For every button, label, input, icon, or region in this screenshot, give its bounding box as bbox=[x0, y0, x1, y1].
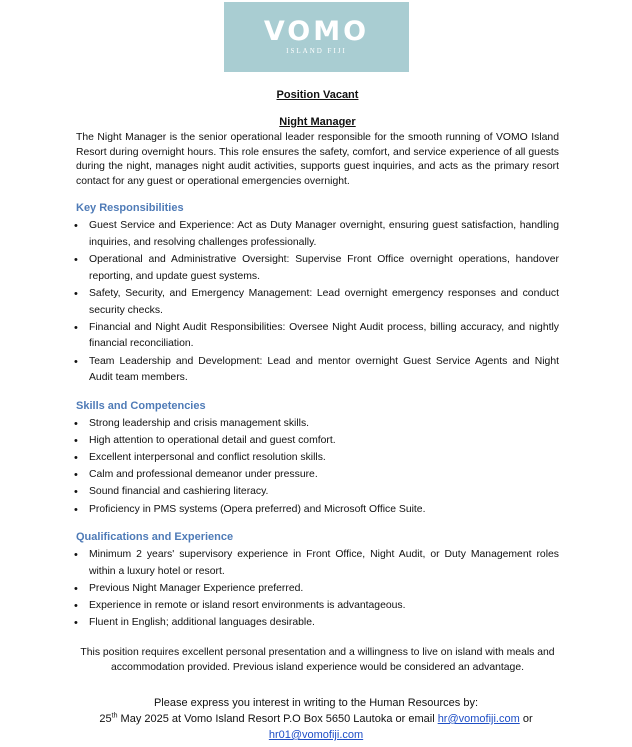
skills-heading: Skills and Competencies bbox=[76, 399, 206, 412]
list-item: • Experience in remote or island resort environments is advantageous. bbox=[76, 598, 559, 615]
list-item: • Proficiency in PMS systems (Opera preferred) and Microsoft Office Suite. bbox=[76, 502, 559, 519]
list-item: • Guest Service and Experience: Act as Duty Manager overnight, ensuring guest satisfaction, handling inquiries, and resolving challenges professionally. bbox=[76, 218, 559, 251]
hr01-email-link[interactable]: hr01@vomofiji.com bbox=[268, 729, 364, 741]
intro-paragraph: The Night Manager is the senior operational leader responsible for the smooth running of VOMO Island Resort during overnight hours. This role ensures the safety, comfort, and service experience of all guests during the night, manages night audit activities, supports guest inquiries, and acts as the primary resort contact for any guest or operational emergencies overnight. bbox=[76, 132, 559, 187]
list-item: • High attention to operational detail and guest comfort. bbox=[76, 433, 559, 450]
qualifications-list bbox=[76, 547, 559, 632]
responsibilities-heading: Key Responsibilities bbox=[76, 202, 184, 215]
list-item: • Safety, Security, and Emergency Management: Lead overnight emergency responses and conduct security checks. bbox=[76, 286, 559, 319]
application-instructions bbox=[60, 695, 572, 743]
job-advert bbox=[76, 88, 559, 675]
apply-line-3 bbox=[60, 727, 572, 743]
qualifications-heading: Qualifications and Experience bbox=[76, 531, 234, 544]
list-item: • Sound financial and cashiering literacy. bbox=[76, 484, 559, 501]
list-item: • Fluent in English; additional languages desirable. bbox=[76, 615, 559, 632]
closing-paragraph: This position requires excellent personal presentation and a willingness to live on island with meals and accommodation provided. Previous island experience would be considered an advantage. bbox=[80, 646, 555, 673]
apply-address-text: May 2025 at Vomo Island Resort P.O Box 5650 Lautoka or email bbox=[117, 713, 438, 725]
apply-line-2 bbox=[60, 711, 572, 727]
list-item: • Strong leadership and crisis management skills. bbox=[76, 416, 559, 433]
list-item: • Previous Night Manager Experience preferred. bbox=[76, 581, 559, 598]
skills-list bbox=[76, 416, 559, 519]
job-title: Night Manager bbox=[279, 116, 356, 128]
deadline-day: 25 bbox=[99, 713, 112, 725]
position-vacant-label: Position Vacant bbox=[276, 89, 359, 101]
deadline-day-suffix: th bbox=[111, 712, 118, 720]
logo-wordmark: VOMO bbox=[263, 16, 370, 47]
responsibilities-list bbox=[76, 218, 559, 386]
list-item: • Calm and professional demeanor under pressure. bbox=[76, 467, 559, 484]
list-item: • Team Leadership and Development: Lead and mentor overnight Guest Service Agents and Night Audit team members. bbox=[76, 354, 559, 387]
list-item: • Excellent interpersonal and conflict resolution skills. bbox=[76, 450, 559, 467]
hr-email-link[interactable]: hr@vomofiji.com bbox=[437, 713, 520, 725]
logo-subtitle: ISLAND FIJI bbox=[286, 47, 347, 55]
list-item: • Financial and Night Audit Responsibilities: Oversee Night Audit process, billing accuracy, and nightly financial reconciliation. bbox=[76, 320, 559, 353]
vomo-logo bbox=[224, 2, 409, 72]
list-item: • Minimum 2 years' supervisory experience in Front Office, Night Audit, or Duty Management roles within a luxury hotel or resort. bbox=[76, 547, 559, 580]
apply-line-1: Please express you interest in writing to the Human Resources by: bbox=[153, 697, 479, 709]
apply-or-text: or bbox=[519, 713, 533, 725]
list-item: • Operational and Administrative Oversight: Supervise Front Office overnight operations, handover reporting, and update guest systems. bbox=[76, 252, 559, 285]
